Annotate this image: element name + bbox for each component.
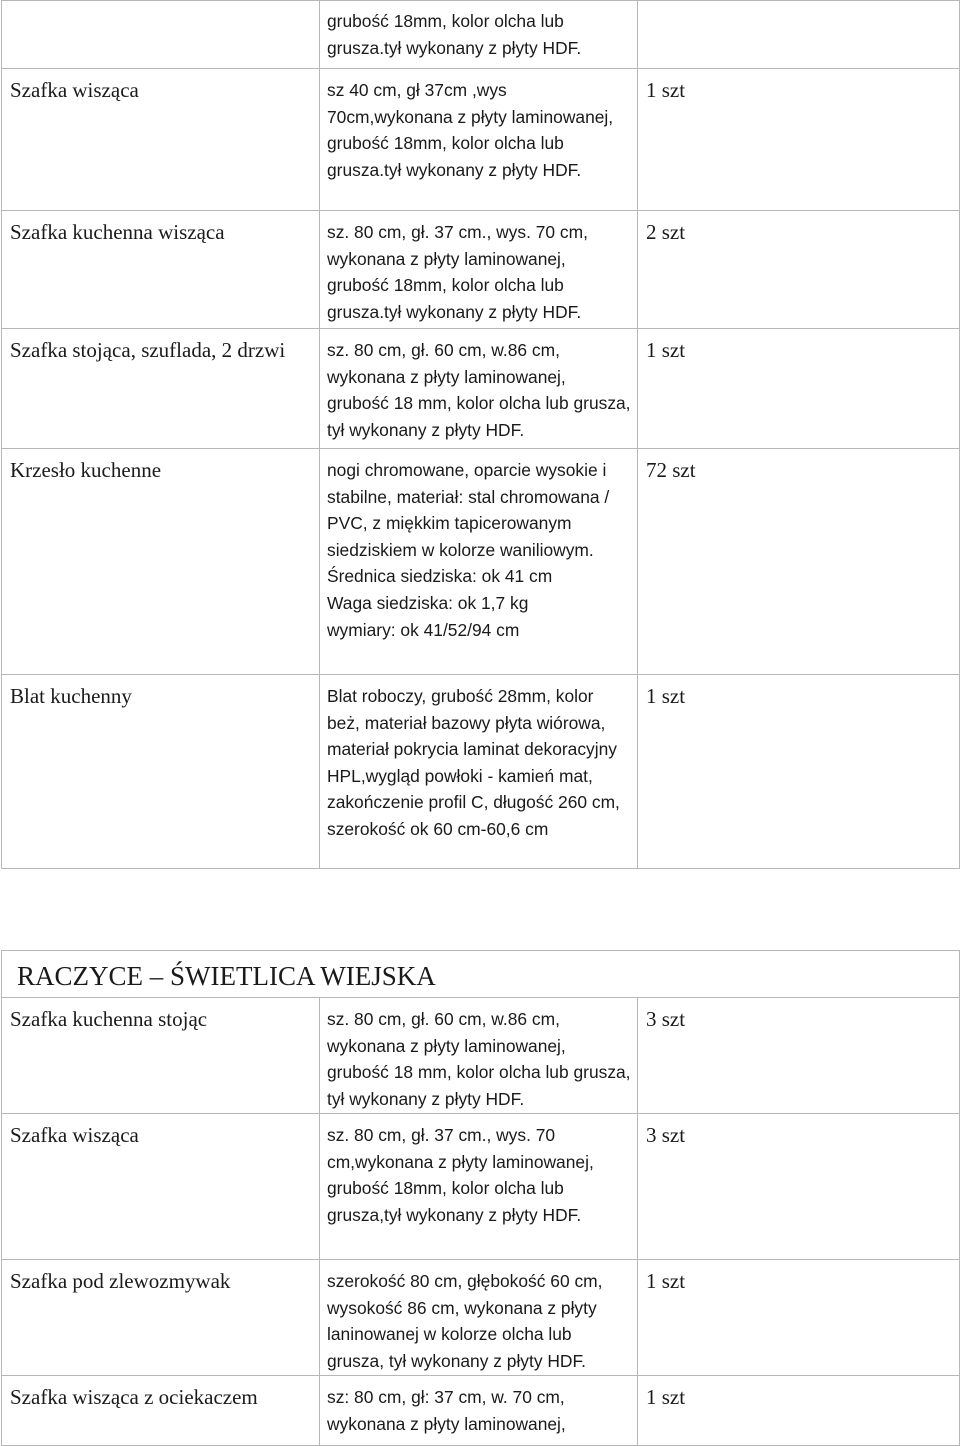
item-quantity: 1 szt: [638, 329, 960, 449]
section-title: RACZYCE – ŚWIETLICA WIEJSKA: [2, 951, 960, 998]
product-table-2: [1, 950, 960, 1446]
item-description: Blat roboczy, grubość 28mm, kolor beż, materiał bazowy płyta wiórowa, materiał pokrycia laminat dekoracyjny HPL,wygląd powłoki - kamień mat, zakończenie profil C, długość 260 cm, szerokość ok 60 cm-60,6 cm: [320, 675, 638, 869]
item-quantity: 1 szt: [638, 69, 960, 211]
item-name: Szafka wisząca z ociekaczem: [2, 1376, 320, 1446]
item-name: Szafka wisząca: [2, 69, 320, 211]
table-row: [2, 1, 960, 69]
table-row: [2, 998, 960, 1114]
table-row: [2, 329, 960, 449]
table-row: [2, 69, 960, 211]
item-name: Szafka stojąca, szuflada, 2 drzwi: [2, 329, 320, 449]
item-quantity: 3 szt: [638, 1114, 960, 1260]
item-description: szerokość 80 cm, głębokość 60 cm, wysokość 86 cm, wykonana z płyty laninowanej w kolorze olcha lub grusza, tył wykonany z płyty HDF.: [320, 1260, 638, 1376]
item-description: sz. 80 cm, gł. 37 cm., wys. 70 cm, wykonana z płyty laminowanej, grubość 18mm, kolor olcha lub grusza.tył wykonany z płyty HDF.: [320, 211, 638, 329]
item-name: Szafka kuchenna wisząca: [2, 211, 320, 329]
table-row: [2, 1260, 960, 1376]
item-quantity: 1 szt: [638, 1260, 960, 1376]
item-name: Szafka pod zlewozmywak: [2, 1260, 320, 1376]
item-name: Krzesło kuchenne: [2, 449, 320, 675]
table-row: [2, 1376, 960, 1446]
item-name: Blat kuchenny: [2, 675, 320, 869]
item-name: Szafka kuchenna stojąc: [2, 998, 320, 1114]
product-table-1: [1, 0, 960, 869]
item-quantity: 2 szt: [638, 211, 960, 329]
item-quantity: 1 szt: [638, 1376, 960, 1446]
table-row: [2, 211, 960, 329]
item-description: sz. 80 cm, gł. 60 cm, w.86 cm, wykonana z płyty laminowanej, grubość 18 mm, kolor olcha lub grusza, tył wykonany z płyty HDF.: [320, 329, 638, 449]
item-name: Szafka wisząca: [2, 1114, 320, 1260]
table-row: [2, 675, 960, 869]
item-description: nogi chromowane, oparcie wysokie i stabilne, materiał: stal chromowana / PVC, z miękkim tapicerowanym siedziskiem w kolorze waniliowym. Średnica siedziska: ok 41 cm Waga siedziska: ok 1,7 kg wymiary: ok 41/52/94 cm: [320, 449, 638, 675]
item-name: [2, 1, 320, 69]
item-description: sz 40 cm, gł 37cm ,wys 70cm,wykonana z płyty laminowanej, grubość 18mm, kolor olcha lub grusza.tył wykonany z płyty HDF.: [320, 69, 638, 211]
item-quantity: [638, 1, 960, 69]
item-quantity: 72 szt: [638, 449, 960, 675]
item-description: sz. 80 cm, gł. 60 cm, w.86 cm, wykonana z płyty laminowanej, grubość 18 mm, kolor olcha lub grusza, tył wykonany z płyty HDF.: [320, 998, 638, 1114]
item-description: sz. 80 cm, gł. 37 cm., wys. 70 cm,wykonana z płyty laminowanej, grubość 18mm, kolor olcha lub grusza,tył wykonany z płyty HDF.: [320, 1114, 638, 1260]
item-description: sz: 80 cm, gł: 37 cm, w. 70 cm, wykonana z płyty laminowanej,: [320, 1376, 638, 1446]
item-description-text: grubość 18mm, kolor olcha lub grusza.tył wykonany z płyty HDF.: [327, 11, 582, 58]
table-row: [2, 449, 960, 675]
section-header-row: [2, 951, 960, 998]
item-quantity: 3 szt: [638, 998, 960, 1114]
table-row: [2, 1114, 960, 1260]
item-description: [320, 1, 638, 69]
item-quantity: 1 szt: [638, 675, 960, 869]
